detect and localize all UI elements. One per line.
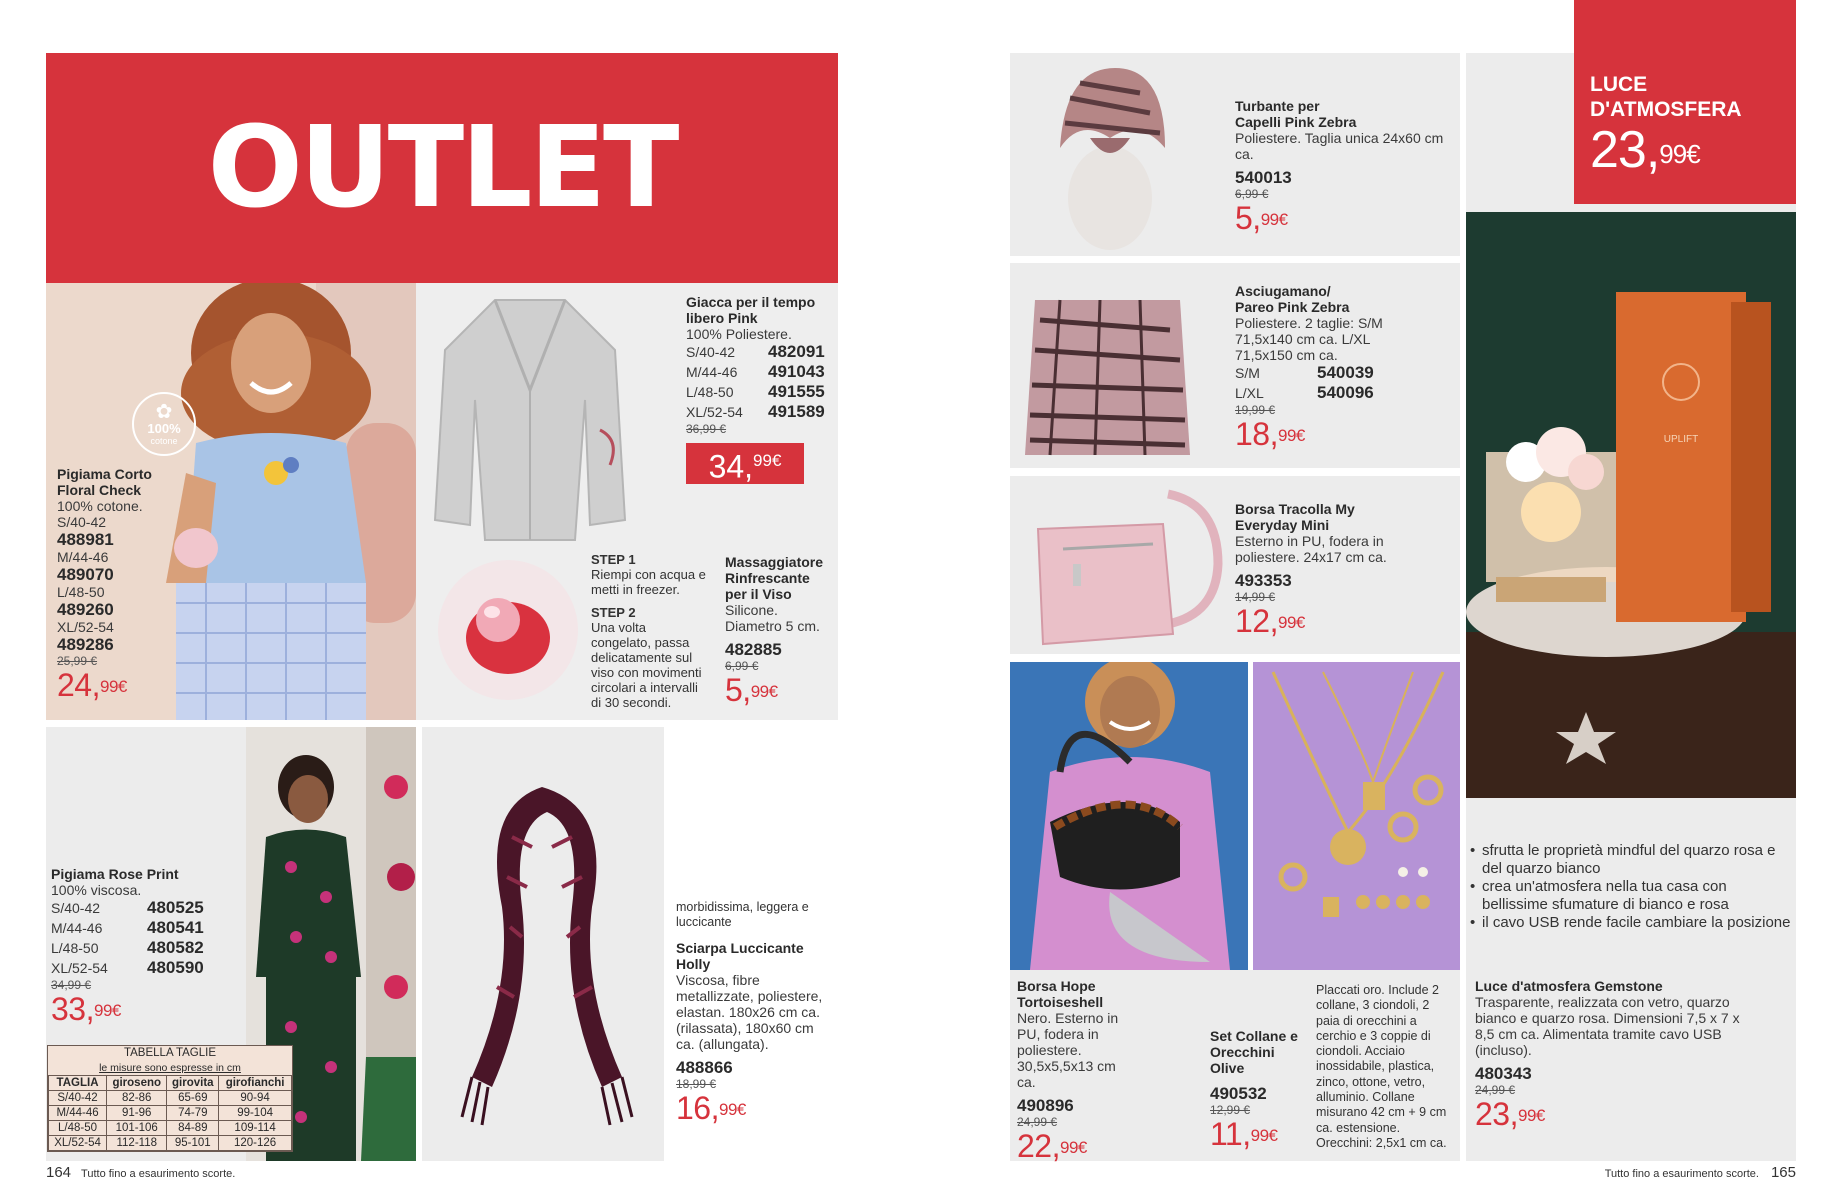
- product-code: 540096: [1317, 383, 1374, 402]
- product-desc: Poliestere. 2 taglie: S/M 71,5x140 cm ca. L/XL 71,5x150 cm ca.: [1235, 315, 1383, 363]
- cotton-badge: [132, 392, 196, 456]
- product-code: 489286: [57, 635, 114, 654]
- old-price: 14,99 €: [1235, 590, 1276, 604]
- product-name: Set Collane e Orecchini Olive: [1210, 1028, 1298, 1076]
- turban-photo: [1040, 58, 1180, 253]
- scarf-tagline: morbidissima, leggera e luccicante: [676, 900, 809, 929]
- price: 23,$^{99€}$: [1475, 1096, 1545, 1132]
- product-name: Borsa Tracolla My Everyday Mini: [1235, 501, 1355, 533]
- footer-note: Tutto fino a esaurimento scorte.: [81, 1168, 236, 1180]
- floral-pyjama-text: [57, 466, 167, 702]
- product-code: 489070: [57, 565, 114, 584]
- price: 5,$^{99€}$: [725, 672, 778, 708]
- product-name: Giacca per il tempo libero Pink: [686, 294, 816, 326]
- bullet-dot-icon: •: [1470, 842, 1476, 859]
- product-code: 480525: [147, 898, 204, 917]
- size-label: S/M: [1235, 365, 1260, 381]
- old-price: 24,99 €: [1475, 1083, 1516, 1097]
- product-desc: Trasparente, realizzata con vetro, quarzo bianco e quarzo rosa. Dimensioni 7,5 x 7 x 8,5 cm ca. Alimentata tramite cavo USB (incluso).: [1475, 994, 1740, 1058]
- product-code: 480343: [1475, 1064, 1532, 1083]
- product-code: 480582: [147, 938, 204, 957]
- product-code: 489260: [57, 600, 114, 619]
- product-code: 480541: [147, 918, 204, 937]
- cotton-badge-label: cotone: [150, 436, 178, 446]
- product-name: Pigiama Corto Floral Check: [57, 466, 152, 498]
- old-price: 25,99 €: [57, 654, 98, 668]
- bullet-dot-icon: •: [1470, 878, 1476, 895]
- outlet-banner: [46, 53, 838, 283]
- lamp-tag-price: 23,$^{99€}$: [1590, 121, 1700, 179]
- crossbody-bag-text: [1235, 501, 1455, 638]
- scarf-text: [676, 900, 836, 1125]
- old-price: 6,99 €: [1235, 187, 1269, 201]
- old-price: 34,99 €: [51, 978, 92, 992]
- lamp-tag-title-2: D'ATMOSFERA: [1590, 98, 1742, 121]
- price: 22,$^{99€}$: [1017, 1128, 1087, 1164]
- massager-text: [725, 554, 835, 707]
- price: 16,$^{99€}$: [676, 1090, 746, 1126]
- product-desc: Viscosa, fibre metallizzate, poliestere, elastan. 180x26 cm ca. (rilassata), 180x60 cm ca. (allungata).: [676, 972, 823, 1052]
- lamp-text: [1475, 978, 1785, 1131]
- step2-title: STEP 2: [591, 605, 636, 620]
- jacket-text: [686, 294, 836, 436]
- face-massager-photo: [436, 560, 586, 700]
- page-number: 165: [1770, 1164, 1796, 1181]
- lamp-tag-title-1: LUCE: [1590, 73, 1648, 96]
- cotton-badge-percent: 100%: [147, 421, 181, 436]
- size-label: L/48-50: [51, 940, 99, 956]
- price: 5,$^{99€}$: [1235, 200, 1288, 236]
- massager-steps: [591, 552, 706, 710]
- lamp-bullets: [1470, 842, 1795, 932]
- old-price: 24,99 €: [1017, 1115, 1058, 1129]
- product-name: Asciugamano/ Pareo Pink Zebra: [1235, 283, 1350, 315]
- left-footer: [46, 1164, 235, 1181]
- product-desc: Poliestere. Taglia unica 24x60 cm ca.: [1235, 130, 1444, 162]
- product-desc: 100% Poliestere.: [686, 326, 792, 342]
- hope-bag-text: [1017, 978, 1177, 1163]
- bullet-item: • crea un'atmosfera nella tua casa con bellissime sfumature di bianco e rosa: [1470, 878, 1729, 913]
- size-list: [51, 898, 241, 978]
- old-price: 12,99 €: [1210, 1103, 1251, 1117]
- product-name: Pigiama Rose Print: [51, 866, 179, 882]
- product-code: 491589: [768, 402, 825, 421]
- size-table-row: XL/52-54 112-118 95-101 120-126: [49, 1136, 292, 1151]
- product-code: 490896: [1017, 1096, 1074, 1115]
- product-desc: Silicone. Diametro 5 cm.: [725, 602, 820, 634]
- jewellery-set-text: [1210, 1028, 1300, 1151]
- product-code: 482885: [725, 640, 782, 659]
- size-list: [1235, 363, 1455, 403]
- size-table-subtitle: le misure sono espresse in cm: [99, 1061, 241, 1074]
- outlet-title: OUTLET: [207, 103, 677, 233]
- price: 11,$^{99€}$: [1210, 1116, 1278, 1152]
- jewellery-photo: [1253, 662, 1460, 970]
- size-table-row: S/40-42 82-86 65-69 90-94: [49, 1091, 292, 1106]
- size-list: [686, 342, 836, 422]
- product-name: Massaggiatore Rinfrescante per il Viso: [725, 554, 824, 602]
- size-label: L/XL: [1235, 385, 1264, 401]
- product-code: 491043: [768, 362, 825, 381]
- product-desc: Esterno in PU, fodera in poliestere. 24x17 cm ca.: [1235, 533, 1387, 565]
- size-label: L/48-50: [686, 384, 734, 400]
- right-footer: [1605, 1164, 1796, 1181]
- old-price: 36,99 €: [686, 422, 727, 436]
- size-label: XL/52-54: [51, 960, 108, 976]
- size-table-title: TABELLA TAGLIE: [123, 1047, 217, 1059]
- product-desc: 100% cotone.: [57, 498, 143, 514]
- scarf-photo: [422, 727, 664, 1161]
- price: 18,$^{99€}$: [1235, 416, 1305, 452]
- size-label: S/40-42: [57, 514, 107, 530]
- product-code: 493353: [1235, 571, 1292, 590]
- size-table-row: M/44-46 91-96 74-79 99-104: [49, 1106, 292, 1121]
- product-code: 488981: [57, 530, 114, 549]
- jacket-price-box: 34,$^{99€}$: [686, 443, 804, 484]
- size-label: S/40-42: [686, 344, 736, 360]
- product-code: 488866: [676, 1058, 733, 1077]
- product-code: 482091: [768, 342, 825, 361]
- product-desc: 100% viscosa.: [51, 882, 142, 898]
- price: 24,$^{99€}$: [57, 667, 127, 703]
- size-label: M/44-46: [57, 549, 109, 565]
- size-label: XL/52-54: [57, 619, 114, 635]
- jacket-photo: [425, 290, 635, 550]
- price: 12,$^{99€}$: [1235, 603, 1305, 639]
- old-price: 19,99 €: [1235, 403, 1276, 417]
- rose-pyjama-text: [51, 866, 241, 1026]
- jewellery-set-desc: Placcati oro. Include 2 collane, 3 ciondoli, 2 paia di orecchini a cerchio e 3 coppie di ciondoli. Acciaio inossidabile, plastica, zinco, ottone, vetro, alluminio. Collane misurano 42 cm + 9 cm ca. estensione. Orecchini: 2,5x1 cm ca.: [1316, 983, 1447, 1150]
- step1-text: Riempi con acqua e metti in freezer.: [591, 567, 706, 597]
- towel-text: [1235, 283, 1455, 451]
- page-number: 164: [46, 1164, 72, 1181]
- product-code: 490532: [1210, 1084, 1267, 1103]
- product-code: 540039: [1317, 363, 1374, 382]
- size-label: M/44-46: [51, 920, 103, 936]
- size-table-row: L/48-50 101-106 84-89 109-114: [49, 1121, 292, 1136]
- lamp-price-tag: [1574, 0, 1796, 204]
- size-label: S/40-42: [51, 900, 101, 916]
- crossbody-bag-photo: [1028, 484, 1228, 649]
- towel-photo: [1020, 290, 1200, 465]
- product-code: 491555: [768, 382, 825, 401]
- product-code: 540013: [1235, 168, 1292, 187]
- old-price: 6,99 €: [725, 659, 759, 673]
- size-label: XL/52-54: [686, 404, 743, 420]
- hope-bag-photo: [1010, 662, 1248, 970]
- product-name: Turbante per Capelli Pink Zebra: [1235, 98, 1357, 130]
- product-name: Luce d'atmosfera Gemstone: [1475, 978, 1663, 994]
- step2-text: Una volta congelato, passa delicatamente sul viso con movimenti circolari a intervalli di 30 secondi.: [591, 620, 702, 710]
- bullet-item: • il cavo USB rende facile cambiare la posizione: [1470, 914, 1791, 931]
- price: 33,$^{99€}$: [51, 991, 121, 1027]
- old-price: 18,99 €: [676, 1077, 717, 1091]
- bullet-dot-icon: •: [1470, 914, 1476, 931]
- footer-note: Tutto fino a esaurimento scorte.: [1604, 1168, 1759, 1180]
- step1-title: STEP 1: [591, 552, 636, 567]
- product-name: Borsa Hope Tortoiseshell: [1017, 978, 1104, 1010]
- cotton-flower-icon: ✿: [155, 401, 173, 423]
- size-list: [57, 514, 167, 654]
- turban-text: [1235, 98, 1455, 235]
- bullet-item: • sfrutta le proprietà mindful del quarzo rosa e del quarzo bianco: [1470, 842, 1776, 877]
- product-desc: Nero. Esterno in PU, fodera in poliestere. 30,5x5,5x13 cm ca.: [1017, 1010, 1119, 1090]
- size-label: L/48-50: [57, 584, 105, 600]
- product-code: 480590: [147, 958, 204, 977]
- product-name: Sciarpa Luccicante Holly: [676, 940, 804, 972]
- size-table: [47, 1045, 293, 1152]
- size-table-header: TAGLIA giroseno girovita girofianchi: [49, 1076, 292, 1091]
- size-label: M/44-46: [686, 364, 738, 380]
- lamp-box-brand: UPLIFT: [1663, 434, 1699, 445]
- lamp-photo: [1466, 212, 1796, 798]
